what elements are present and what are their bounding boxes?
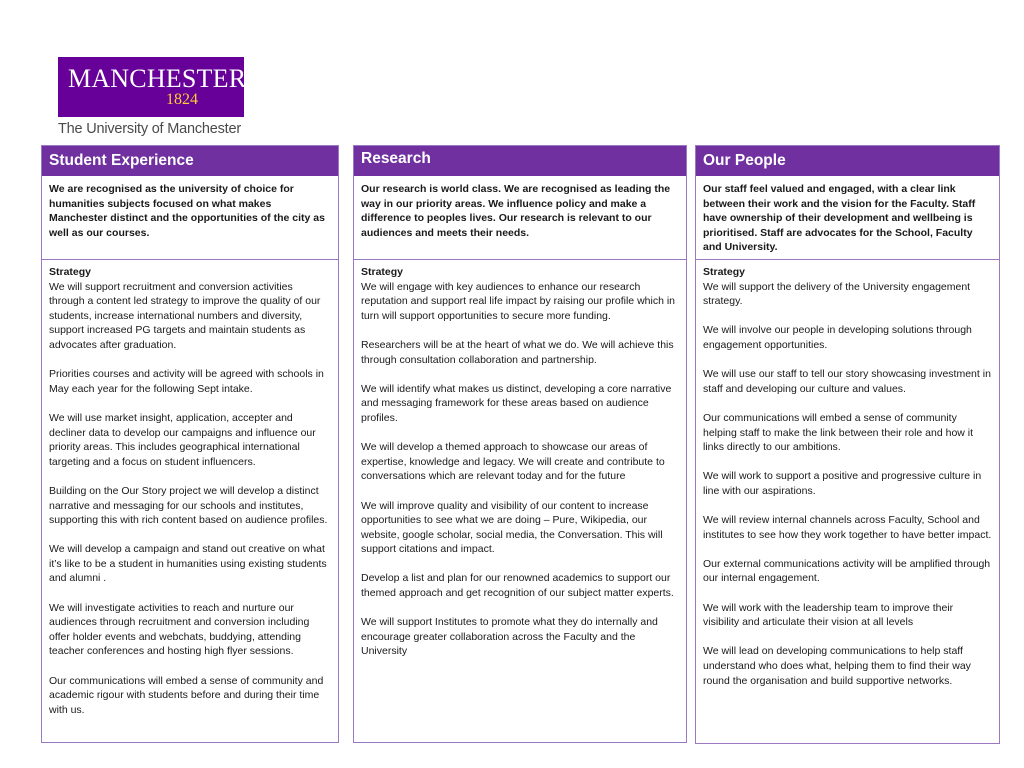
strategy-paragraph: We will support Institutes to promote what they do internally and encourage greater collaboration across the Faculty and the University	[361, 616, 658, 658]
strategy-paragraph: We will investigate activities to reach and nurture our audiences through recruitment and conversion including offer holder events and webchats, buddying, attending teacher conferences and hosting high flyer sessions.	[49, 601, 310, 658]
column-strategy	[696, 260, 999, 688]
logo-wordmark-box	[58, 57, 247, 117]
strategy-paragraph: We will lead on developing communications to help staff understand who does what, helping them to find their way round the organisation and build supportive networks.	[703, 645, 971, 687]
column-strategy	[354, 260, 686, 659]
strategy-paragraph: We will review internal channels across Faculty, School and institutes to see how they work together to have better impact.	[703, 514, 992, 541]
column-title: Student Experience	[42, 146, 338, 176]
strategy-paragraph: We will develop a themed approach to showcase our areas of expertise, knowledge and legacy. We will create and contribute to conversations which are relevant today and for the future	[361, 441, 665, 483]
strategy-label: Strategy	[49, 266, 92, 278]
strategy-label: Strategy	[703, 266, 746, 278]
column-student-experience	[41, 145, 339, 743]
strategy-paragraph: Our external communications activity will be amplified through our internal engagement.	[703, 557, 991, 585]
strategy-paragraph: We will support recruitment and conversion activities through a content led strategy to improve the quality of our students, increase international numbers and diversity, support increased PG targets and maintain students as advocates after graduation.	[49, 280, 321, 351]
strategy-paragraph: Our communications will embed a sense of community and academic rigour with students before and during their time with us.	[49, 674, 324, 716]
strategy-paragraph: We will improve quality and visibility of our content to increase opportunities to see what we are doing – Pure, Wikipedia, our website, google scholar, social media, the Conversation. This will support citations and impact.	[361, 499, 663, 556]
strategy-paragraph: We will work with the leadership team to improve their visibility and articulate their vision at all levels	[703, 601, 954, 629]
column-research	[353, 145, 687, 743]
strategy-paragraph: Develop a list and plan for our renowned academics to support our themed approach and get recognition of our subject matter experts.	[361, 572, 674, 600]
strategy-paragraph: Building on the Our Story project we will develop a distinct narrative and messaging for our schools and institutes, supporting this with rich content based on audience profiles.	[49, 484, 328, 527]
column-strategy	[42, 260, 338, 717]
university-logo	[58, 57, 248, 137]
strategy-paragraph: We will work to support a positive and progressive culture in line with our aspirations.	[703, 470, 982, 497]
column-our-people	[695, 145, 1000, 744]
strategy-paragraph: We will use market insight, application, accepter and decliner data to develop our campaigns and influence our priority areas. This includes geographical international targeting and a focus on student influencers.	[49, 411, 316, 468]
logo-tagline: The University of Manchester	[58, 121, 241, 137]
strategy-paragraph: We will involve our people in developing solutions through engagement opportunities.	[703, 324, 972, 351]
column-title: Research	[354, 146, 686, 176]
column-intro: Our staff feel valued and engaged, with a clear link between their work and the vision for the Faculty. Staff have ownership of their development and wellbeing is prioritised. Staff are advocates for the School, Faculty and University.	[696, 176, 999, 260]
column-intro: We are recognised as the university of choice for humanities subjects focused on what makes Manchester distinct and the opportunities of the city as well as our courses.	[42, 176, 338, 260]
strategy-paragraph: We will develop a campaign and stand out creative on what it’s like to be a student in humanities using existing students and alumni .	[49, 543, 327, 585]
strategy-paragraph: We will support the delivery of the University engagement strategy.	[703, 280, 971, 308]
logo-year: 1824	[166, 91, 198, 108]
column-intro: Our research is world class. We are recognised as leading the way in our priority areas. We influence policy and make a difference to peoples lives. Our research is relevant to our audiences and meets their needs.	[354, 176, 686, 260]
strategy-paragraph: We will engage with key audiences to enhance our research reputation and support real life impact by raising our profile which in turn will support opportunities to secure more funding.	[361, 280, 676, 322]
strategy-paragraph: Our communications will embed a sense of community helping staff to make the link between their role and how it links directly to our ambitions.	[703, 411, 974, 454]
logo-wordmark: MANCHESTER	[68, 64, 247, 93]
strategy-paragraph: We will use our staff to tell our story showcasing investment in staff and developing our culture and values.	[703, 368, 991, 395]
column-title: Our People	[696, 146, 999, 176]
strategy-paragraph: Priorities courses and activity will be agreed with schools in May each year for the following Sept intake.	[49, 368, 324, 395]
strategy-paragraph: We will identify what makes us distinct, developing a core narrative and messaging framework for these areas based on audience profiles.	[361, 382, 672, 424]
strategy-label: Strategy	[361, 266, 404, 278]
strategy-paragraph: Researchers will be at the heart of what we do. We will achieve this through consultation collaboration and partnership.	[361, 338, 674, 366]
